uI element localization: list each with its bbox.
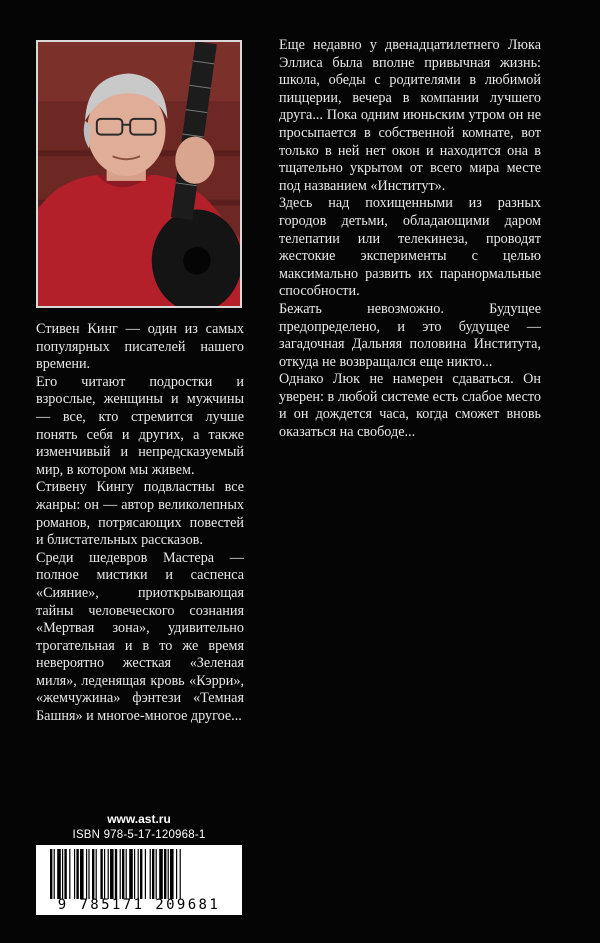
bio-paragraph: Стивену Кингу подвластны все жанры: он — автор великолепных романов, потрясающих повестей и блистательных рассказов. bbox=[36, 479, 244, 549]
book-synopsis bbox=[279, 37, 541, 442]
barcode bbox=[36, 845, 242, 915]
author-photo bbox=[36, 40, 242, 308]
synopsis-paragraph: Здесь над похищенными из разных городов детьми, обладающими даром телепатии или телекинеза, проводят жестокие эксперименты с целью максимально развить их паранормальные способности. bbox=[279, 195, 541, 300]
author-photo-illustration bbox=[38, 42, 240, 306]
bio-paragraph: Его читают подростки и взрослые, женщины и мужчины — все, кто стремится лучше понять себя и других, а также изменчивый и непредсказуемый мир, в котором мы живем. bbox=[36, 373, 244, 478]
author-bio bbox=[36, 321, 244, 726]
synopsis-paragraph: Однако Люк не намерен сдаваться. Он уверен: в любой системе есть слабое место и он дождется часа, когда сможет вновь оказаться на свободе... bbox=[279, 371, 541, 441]
synopsis-paragraph: Бежать невозможно. Будущее предопределено, и это будущее — загадочная Дальняя половина Института, откуда не возвращался еще никто... bbox=[279, 300, 541, 370]
publisher-website: www.ast.ru bbox=[107, 812, 171, 826]
barcode-digits: 9 785171 209681 bbox=[57, 897, 221, 913]
isbn-label: ISBN 978-5-17-120968-1 bbox=[72, 829, 206, 841]
bio-paragraph: Среди шедевров Мастера — полное мистики и саспенса «Сияние», приоткрывающая тайны человеческого сознания «Мертвая зона», удивительно трогательная и в то же время невероятно жесткая «Зеленая миля», леденящая кровь «Кэрри», «жемчужина» фэнтези «Темная Башня» и многое-многое другое... bbox=[36, 549, 244, 725]
synopsis-paragraph: Еще недавно у двенадцатилетнего Люка Эллиса была вполне привычная жизнь: школа, обеды с родителями в любимой пиццерии, вечера в компании лучшего друга... Пока одним июньским утром он не просыпается в собственной комнате, вот только в ней нет окон и находится она в тщательно укрытом от всего мира месте под названием «Институт». bbox=[279, 37, 541, 194]
bio-paragraph: Стивен Кинг — один из самых популярных писателей нашего времени. bbox=[36, 321, 244, 373]
